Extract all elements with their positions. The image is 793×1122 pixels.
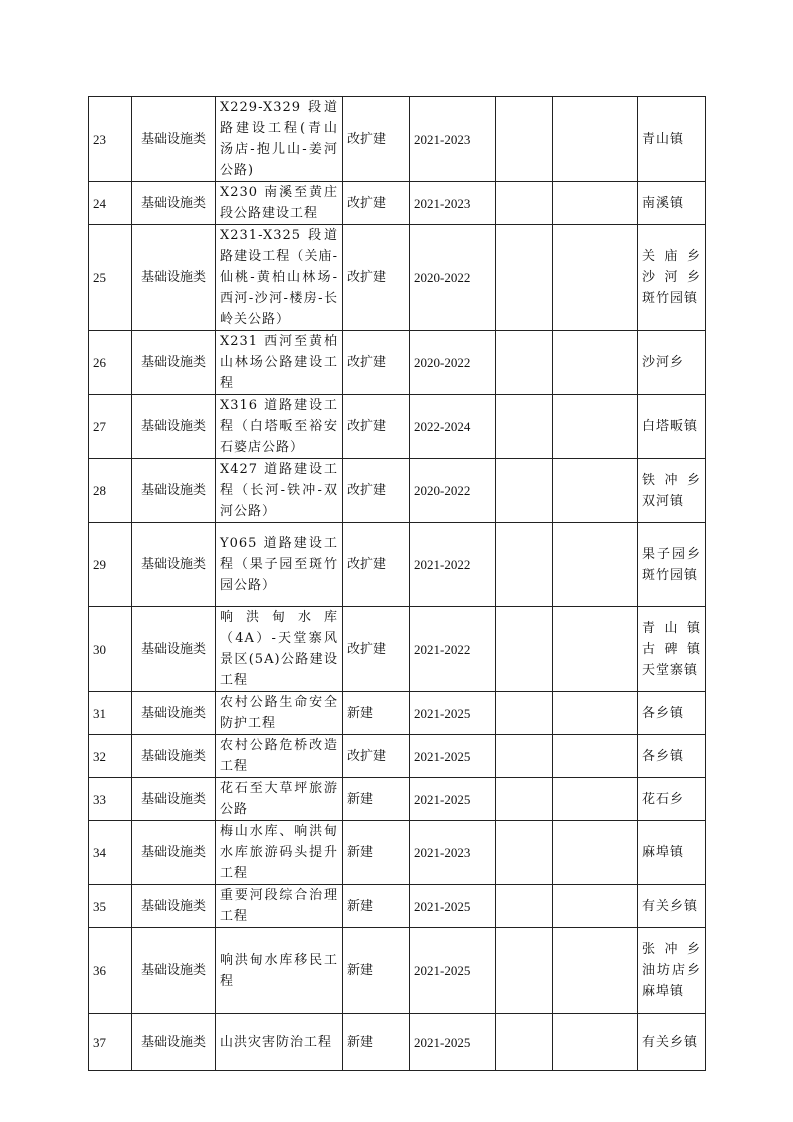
construction-period-cell: 2021-2025 (410, 735, 496, 778)
table-row (89, 928, 706, 1014)
blank-cell (496, 395, 553, 459)
blank-cell (553, 97, 638, 182)
blank-cell (553, 928, 638, 1014)
row-number: 32 (89, 735, 132, 778)
blank-cell (553, 607, 638, 692)
project-name-cell: 梅山水库、响洪甸水库旅游码头提升工程 (216, 821, 343, 885)
table-row (89, 331, 706, 395)
construction-period-cell: 2021-2025 (410, 692, 496, 735)
location-cell: 关庙乡 沙河乡 斑竹园镇 (638, 225, 706, 331)
row-number: 29 (89, 523, 132, 607)
blank-cell (496, 225, 553, 331)
project-name-cell: X229-X329 段道路建设工程(青山汤店-抱儿山-姜河公路) (216, 97, 343, 182)
location-cell: 有关乡镇 (638, 1014, 706, 1071)
blank-cell (553, 523, 638, 607)
category-cell: 基础设施类 (132, 459, 216, 523)
location-cell: 张冲乡 油坊店乡 麻埠镇 (638, 928, 706, 1014)
project-name-cell: 农村公路危桥改造工程 (216, 735, 343, 778)
project-name-cell: X427 道路建设工程（长河-铁冲-双河公路） (216, 459, 343, 523)
category-cell: 基础设施类 (132, 395, 216, 459)
table-row (89, 225, 706, 331)
row-number: 35 (89, 885, 132, 928)
construction-period-cell: 2020-2022 (410, 225, 496, 331)
row-number: 25 (89, 225, 132, 331)
location-cell: 果子园乡 斑竹园镇 (638, 523, 706, 607)
construction-type-cell: 改扩建 (343, 459, 410, 523)
row-number: 37 (89, 1014, 132, 1071)
row-number: 24 (89, 182, 132, 225)
construction-type-cell: 新建 (343, 885, 410, 928)
location-cell: 沙河乡 (638, 331, 706, 395)
blank-cell (496, 182, 553, 225)
table-row (89, 459, 706, 523)
construction-period-cell: 2021-2023 (410, 182, 496, 225)
blank-cell (496, 692, 553, 735)
project-name-cell: 响洪甸水库移民工程 (216, 928, 343, 1014)
row-number: 33 (89, 778, 132, 821)
construction-period-cell: 2021-2025 (410, 778, 496, 821)
table-row (89, 778, 706, 821)
project-name-cell: X230 南溪至黄庄段公路建设工程 (216, 182, 343, 225)
construction-type-cell: 新建 (343, 821, 410, 885)
blank-cell (496, 735, 553, 778)
blank-cell (496, 1014, 553, 1071)
location-cell: 各乡镇 (638, 735, 706, 778)
project-name-cell: 重要河段综合治理工程 (216, 885, 343, 928)
blank-cell (553, 395, 638, 459)
location-cell: 青山镇 (638, 97, 706, 182)
blank-cell (553, 182, 638, 225)
project-table (88, 96, 706, 1071)
row-number: 36 (89, 928, 132, 1014)
construction-period-cell: 2021-2022 (410, 607, 496, 692)
construction-type-cell: 新建 (343, 692, 410, 735)
blank-cell (553, 735, 638, 778)
blank-cell (496, 928, 553, 1014)
construction-type-cell: 新建 (343, 1014, 410, 1071)
category-cell: 基础设施类 (132, 182, 216, 225)
row-number: 30 (89, 607, 132, 692)
category-cell: 基础设施类 (132, 331, 216, 395)
blank-cell (496, 885, 553, 928)
project-name-cell: Y065 道路建设工程（果子园至斑竹园公路） (216, 523, 343, 607)
construction-type-cell: 改扩建 (343, 607, 410, 692)
construction-period-cell: 2022-2024 (410, 395, 496, 459)
table-row (89, 395, 706, 459)
table-row (89, 182, 706, 225)
blank-cell (496, 97, 553, 182)
construction-period-cell: 2020-2022 (410, 331, 496, 395)
blank-cell (553, 331, 638, 395)
category-cell: 基础设施类 (132, 1014, 216, 1071)
blank-cell (496, 821, 553, 885)
construction-period-cell: 2021-2025 (410, 928, 496, 1014)
table-row (89, 523, 706, 607)
row-number: 26 (89, 331, 132, 395)
project-name-cell: 农村公路生命安全防护工程 (216, 692, 343, 735)
construction-period-cell: 2021-2023 (410, 97, 496, 182)
row-number: 23 (89, 97, 132, 182)
category-cell: 基础设施类 (132, 692, 216, 735)
construction-period-cell: 2021-2022 (410, 523, 496, 607)
location-cell: 青山镇 古碑镇 天堂寨镇 (638, 607, 706, 692)
project-table-body (89, 97, 706, 1071)
construction-type-cell: 改扩建 (343, 225, 410, 331)
category-cell: 基础设施类 (132, 821, 216, 885)
blank-cell (496, 331, 553, 395)
project-name-cell: 山洪灾害防治工程 (216, 1014, 343, 1071)
blank-cell (496, 778, 553, 821)
blank-cell (553, 1014, 638, 1071)
blank-cell (553, 225, 638, 331)
construction-period-cell: 2020-2022 (410, 459, 496, 523)
blank-cell (496, 523, 553, 607)
blank-cell (496, 607, 553, 692)
location-cell: 南溪镇 (638, 182, 706, 225)
table-row (89, 821, 706, 885)
category-cell: 基础设施类 (132, 778, 216, 821)
table-row (89, 607, 706, 692)
row-number: 31 (89, 692, 132, 735)
row-number: 27 (89, 395, 132, 459)
blank-cell (553, 692, 638, 735)
blank-cell (553, 459, 638, 523)
construction-type-cell: 改扩建 (343, 395, 410, 459)
construction-period-cell: 2021-2025 (410, 885, 496, 928)
construction-period-cell: 2021-2023 (410, 821, 496, 885)
row-number: 28 (89, 459, 132, 523)
location-cell: 有关乡镇 (638, 885, 706, 928)
blank-cell (553, 778, 638, 821)
location-cell: 各乡镇 (638, 692, 706, 735)
construction-type-cell: 新建 (343, 928, 410, 1014)
category-cell: 基础设施类 (132, 97, 216, 182)
location-cell: 白塔畈镇 (638, 395, 706, 459)
location-cell: 铁冲乡 双河镇 (638, 459, 706, 523)
construction-type-cell: 新建 (343, 778, 410, 821)
blank-cell (496, 459, 553, 523)
category-cell: 基础设施类 (132, 607, 216, 692)
blank-cell (553, 821, 638, 885)
table-row (89, 735, 706, 778)
category-cell: 基础设施类 (132, 735, 216, 778)
location-cell: 花石乡 (638, 778, 706, 821)
table-row (89, 885, 706, 928)
construction-type-cell: 改扩建 (343, 97, 410, 182)
table-row (89, 692, 706, 735)
construction-period-cell: 2021-2025 (410, 1014, 496, 1071)
project-name-cell: 花石至大草坪旅游公路 (216, 778, 343, 821)
project-name-cell: X231 西河至黄柏山林场公路建设工程 (216, 331, 343, 395)
construction-type-cell: 改扩建 (343, 331, 410, 395)
construction-type-cell: 改扩建 (343, 182, 410, 225)
category-cell: 基础设施类 (132, 225, 216, 331)
table-row (89, 97, 706, 182)
project-name-cell: X316 道路建设工程（白塔畈至裕安石婆店公路） (216, 395, 343, 459)
project-name-cell: X231-X325 段道路建设工程（关庙-仙桃-黄柏山林场-西河-沙河-楼房-长岭关公路） (216, 225, 343, 331)
construction-type-cell: 改扩建 (343, 523, 410, 607)
category-cell: 基础设施类 (132, 523, 216, 607)
category-cell: 基础设施类 (132, 885, 216, 928)
construction-type-cell: 改扩建 (343, 735, 410, 778)
project-name-cell: 响洪甸水库（4A）-天堂寨风景区(5A)公路建设工程 (216, 607, 343, 692)
blank-cell (553, 885, 638, 928)
row-number: 34 (89, 821, 132, 885)
table-row (89, 1014, 706, 1071)
category-cell: 基础设施类 (132, 928, 216, 1014)
location-cell: 麻埠镇 (638, 821, 706, 885)
